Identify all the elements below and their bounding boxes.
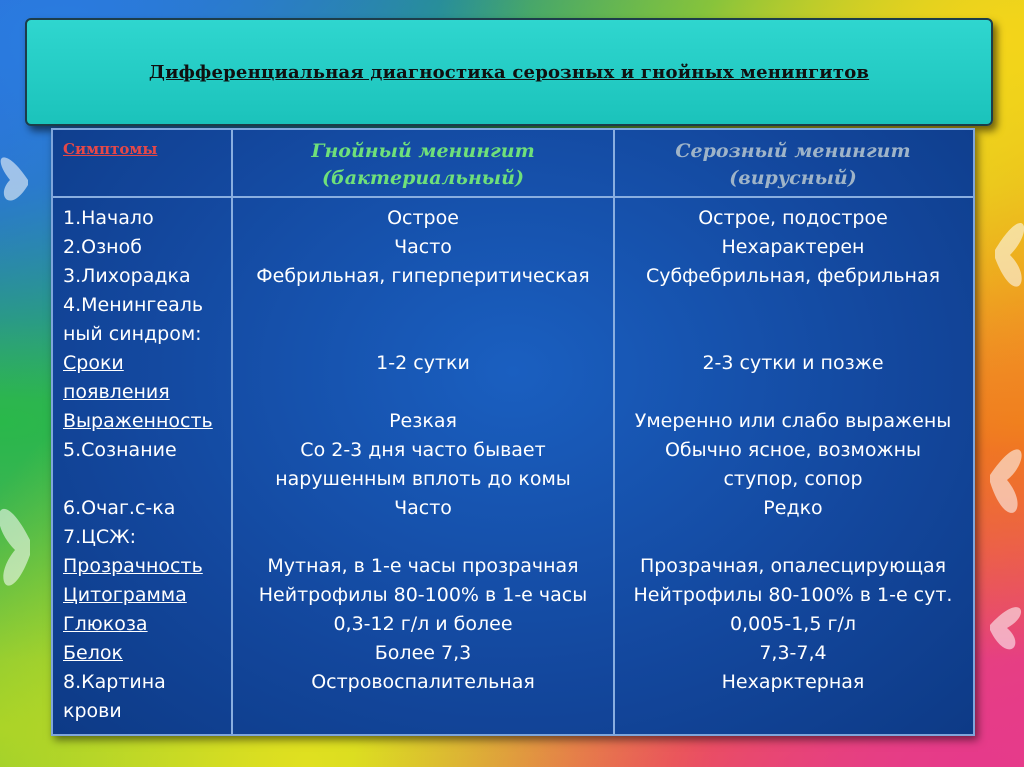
butterfly-icon	[0, 480, 48, 610]
symptom-item: Выраженность	[63, 410, 213, 432]
symptom-item: Сроки	[63, 352, 124, 374]
purulent-value: Часто	[394, 497, 452, 519]
symptom-item: крови	[63, 700, 122, 722]
symptom-item: 4.Менингеаль	[63, 294, 204, 316]
purulent-value: Острое	[387, 207, 459, 229]
serous-value: Нехарктерная	[721, 671, 865, 693]
symptom-item: 7.ЦСЖ:	[63, 526, 137, 548]
title-banner	[25, 18, 993, 126]
butterfly-icon	[975, 200, 1024, 300]
serous-value: ступор, сопор	[723, 468, 863, 490]
symptom-item: Цитограмма	[63, 584, 187, 606]
symptom-item: Белок	[63, 642, 123, 664]
serous-value: Острое, подострое	[698, 207, 888, 229]
purulent-value: Мутная, в 1-е часы прозрачная	[267, 555, 579, 577]
serous-value: Обычно ясное, возможны	[664, 439, 922, 461]
purulent-value: Более 7,3	[374, 642, 472, 664]
purulent-value: 0,3-12 г/л и более	[333, 613, 513, 635]
symptom-item: 6.Очаг.с-ка	[63, 497, 176, 519]
purulent-value: Часто	[394, 236, 452, 258]
symptom-item: Глюкоза	[63, 613, 148, 635]
serous-value: 0,005-1,5 г/л	[729, 613, 857, 635]
serous-value: 2-3 сутки и позже	[702, 352, 884, 374]
purulent-header-line1: Гнойный менингит	[311, 140, 535, 162]
diagnosis-table	[51, 128, 975, 736]
purulent-value: Фебрильная, гиперперитическая	[256, 265, 590, 287]
purulent-value: Нейтрофилы 80-100% в 1-е часы	[258, 584, 588, 606]
butterfly-icon	[0, 135, 55, 225]
butterfly-icon	[972, 420, 1024, 530]
purulent-value: Резкая	[389, 410, 457, 432]
serous-header-line1: Серозный менингит	[675, 140, 911, 162]
serous-value: Нейтрофилы 80-100% в 1-е сут.	[633, 584, 953, 606]
symptom-item: 1.Начало	[63, 207, 154, 229]
purulent-header-line2: (бактериальный)	[322, 167, 524, 189]
symptom-item: 3.Лихорадка	[63, 265, 191, 287]
serous-value: Умеренно или слабо выражены	[634, 410, 952, 432]
serous-header	[615, 138, 971, 192]
serous-value: Нехарактерен	[721, 236, 865, 258]
symptom-item: 5.Сознание	[63, 439, 177, 461]
serous-header-line2: (вирусный)	[729, 167, 857, 189]
page-title: Дифференциальная диагностика серозных и гнойных менингитов	[148, 61, 870, 83]
purulent-header	[233, 138, 613, 192]
purulent-value: 1-2 сутки	[376, 352, 470, 374]
purulent-value: нарушенным вплоть до комы	[275, 468, 571, 490]
symptom-item: 2.Озноб	[63, 236, 142, 258]
symptom-item: Прозрачность	[63, 555, 203, 577]
butterfly-icon	[972, 590, 1024, 660]
purulent-value: Со 2-3 дня часто бывает	[300, 439, 546, 461]
serous-value: Редко	[763, 497, 823, 519]
symptom-item: ный синдром:	[63, 323, 202, 345]
symptom-item: появления	[63, 381, 170, 403]
purulent-value: Островоспалительная	[311, 671, 535, 693]
symptoms-header: Симптомы	[63, 140, 158, 158]
symptom-item: 8.Картина	[63, 671, 166, 693]
serous-value: 7,3-7,4	[759, 642, 827, 664]
header-divider	[53, 196, 973, 198]
serous-value: Прозрачная, опалесцирующая	[639, 555, 947, 577]
serous-value: Субфебрильная, фебрильная	[645, 265, 941, 287]
